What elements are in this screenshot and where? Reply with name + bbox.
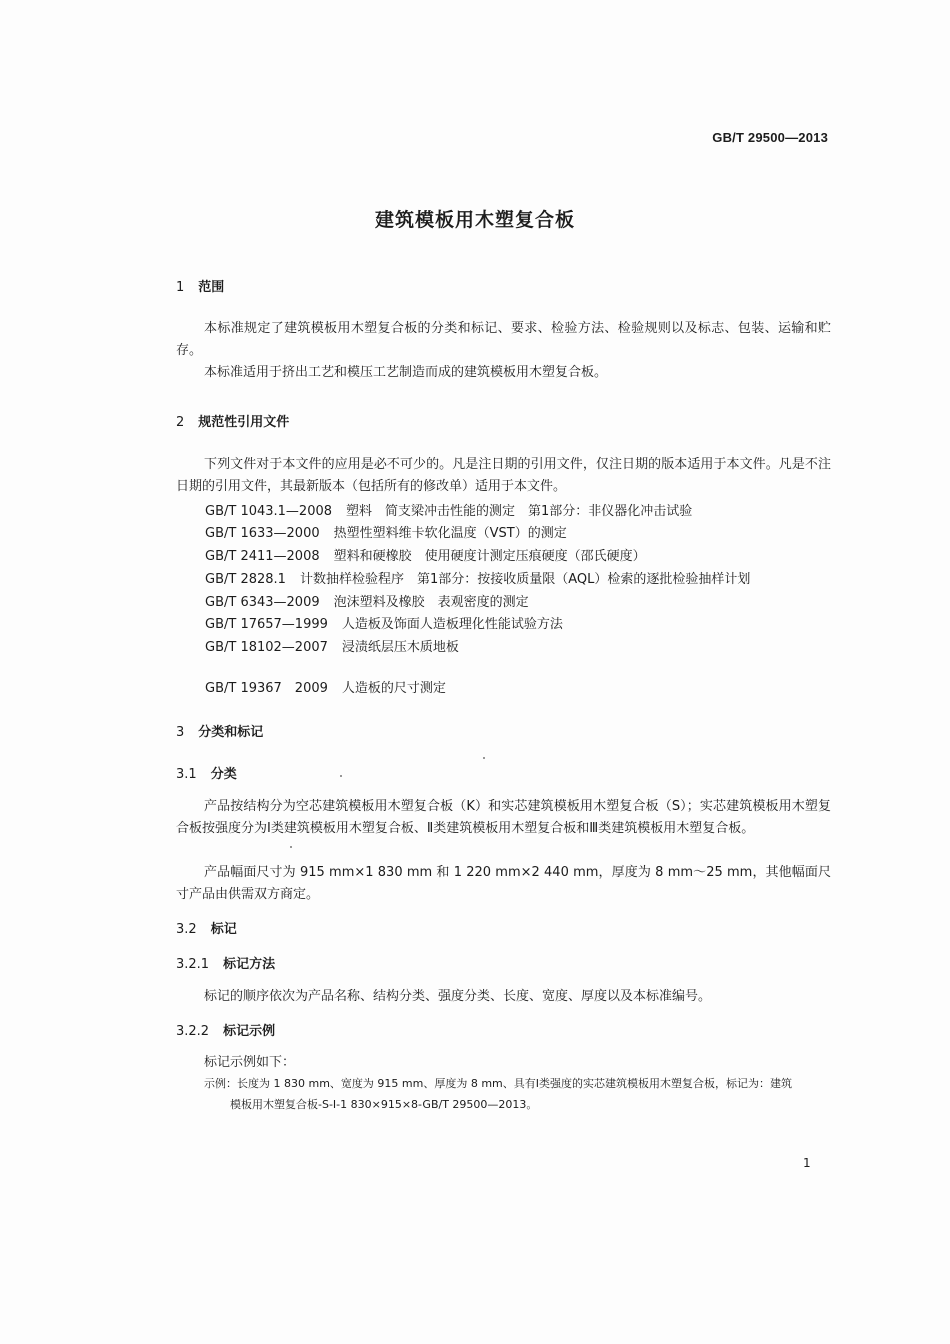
section-title: 分类和标记 bbox=[198, 725, 264, 740]
document-code: GB/T 29500—2013 bbox=[712, 130, 828, 145]
reference-code: GB/T 6343—2009 bbox=[205, 595, 320, 610]
example-text-line-1: 长度为 1 830 mm、宽度为 915 mm、厚度为 8 mm、具有Ⅰ类强度的实芯建筑模板用木塑复合板，标记为：建筑 bbox=[237, 1077, 792, 1090]
example-text-line-2: 模板用木塑复合板-S-Ⅰ-1 830×915×8-GB/T 29500—2013。 bbox=[230, 1098, 538, 1111]
section-3-2-1-heading bbox=[176, 953, 275, 972]
reference-title: 塑料 简支梁冲击性能的测定 第1部分：非仪器化冲击试验 bbox=[346, 504, 693, 519]
reference-item bbox=[205, 636, 459, 655]
section-3-heading bbox=[176, 721, 263, 740]
reference-item bbox=[205, 522, 567, 541]
reference-item bbox=[205, 613, 563, 632]
example-label: 示例： bbox=[204, 1077, 237, 1090]
reference-item bbox=[205, 677, 446, 696]
section-1-paragraph-1: 本标准规定了建筑模板用木塑复合板的分类和标记、要求、检验方法、检验规则以及标志、包装、运输和贮存。 bbox=[176, 321, 831, 358]
reference-title: 人造板及饰面人造板理化性能试验方法 bbox=[341, 617, 563, 632]
section-title: 标记示例 bbox=[223, 1024, 276, 1039]
section-2-intro: 下列文件对于本文件的应用是必不可少的。凡是注日期的引用文件，仅注日期的版本适用于本文件。凡是不注日期的引用文件，其最新版本（包括所有的修改单）适用于本文件。 bbox=[176, 457, 831, 494]
section-3-2-2-heading bbox=[176, 1020, 275, 1039]
reference-item bbox=[205, 500, 692, 519]
section-title: 标记 bbox=[210, 922, 237, 937]
section-number: 3.1 bbox=[176, 767, 197, 782]
reference-item bbox=[205, 591, 529, 610]
reference-item bbox=[205, 568, 750, 587]
section-3-1-paragraph-1: 产品按结构分为空芯建筑模板用木塑复合板（K）和实芯建筑模板用木塑复合板（S）；实芯建筑模板用木塑复合板按强度分为Ⅰ类建筑模板用木塑复合板、Ⅱ类建筑模板用木塑复合板和Ⅲ类建筑模板用木塑复合板。 bbox=[176, 799, 831, 836]
section-2-heading bbox=[176, 411, 289, 430]
reference-title: 浸渍纸层压木质地板 bbox=[341, 640, 459, 655]
reference-code: GB/T 19367 2009 bbox=[205, 681, 328, 696]
section-number: 3.2 bbox=[176, 922, 197, 937]
marking-example bbox=[204, 1073, 834, 1115]
reference-code: GB/T 1043.1—2008 bbox=[205, 504, 333, 519]
section-3-1-paragraph-2: 产品幅面尺寸为 915 mm×1 830 mm 和 1 220 mm×2 440 mm，厚度为 8 mm～25 mm，其他幅面尺寸产品由供需双方商定。 bbox=[176, 865, 831, 902]
reference-title: 塑料和硬橡胶 使用硬度计测定压痕硬度（邵氏硬度） bbox=[333, 549, 646, 564]
section-1-heading bbox=[176, 276, 224, 295]
reference-title: 人造板的尺寸测定 bbox=[341, 681, 446, 696]
reference-code: GB/T 17657—1999 bbox=[205, 617, 328, 632]
section-number: 1 bbox=[176, 280, 185, 295]
scan-speck bbox=[483, 757, 485, 759]
reference-code: GB/T 18102—2007 bbox=[205, 640, 328, 655]
section-number: 2 bbox=[176, 415, 185, 430]
reference-code: GB/T 2411—2008 bbox=[205, 549, 320, 564]
section-number: 3 bbox=[176, 725, 185, 740]
reference-title: 计数抽样检验程序 第1部分：按接收质量限（AQL）检索的逐批检验抽样计划 bbox=[299, 572, 751, 587]
section-1-paragraph-2: 本标准适用于挤出工艺和模压工艺制造而成的建筑模板用木塑复合板。 bbox=[204, 365, 608, 380]
section-3-1-heading bbox=[176, 763, 237, 782]
document-title: 建筑模板用木塑复合板 bbox=[374, 209, 575, 231]
scan-speck bbox=[290, 846, 292, 848]
section-title: 标记方法 bbox=[223, 957, 276, 972]
section-3-2-2-paragraph: 标记示例如下： bbox=[204, 1055, 296, 1070]
section-title: 规范性引用文件 bbox=[198, 415, 290, 430]
section-title: 分类 bbox=[210, 767, 237, 782]
reference-code: GB/T 2828.1 bbox=[205, 572, 286, 587]
reference-title: 泡沫塑料及橡胶 表观密度的测定 bbox=[333, 595, 529, 610]
section-title: 范围 bbox=[198, 280, 225, 295]
reference-item bbox=[205, 545, 646, 564]
reference-code: GB/T 1633—2000 bbox=[205, 526, 320, 541]
reference-title: 热塑性塑料维卡软化温度（VST）的测定 bbox=[333, 526, 567, 541]
section-3-2-1-paragraph: 标记的顺序依次为产品名称、结构分类、强度分类、长度、宽度、厚度以及本标准编号。 bbox=[204, 989, 712, 1004]
section-3-2-heading bbox=[176, 918, 237, 937]
section-number: 3.2.2 bbox=[176, 1024, 210, 1039]
section-number: 3.2.1 bbox=[176, 957, 210, 972]
page-number: 1 bbox=[803, 1156, 811, 1170]
scan-speck bbox=[340, 775, 342, 777]
